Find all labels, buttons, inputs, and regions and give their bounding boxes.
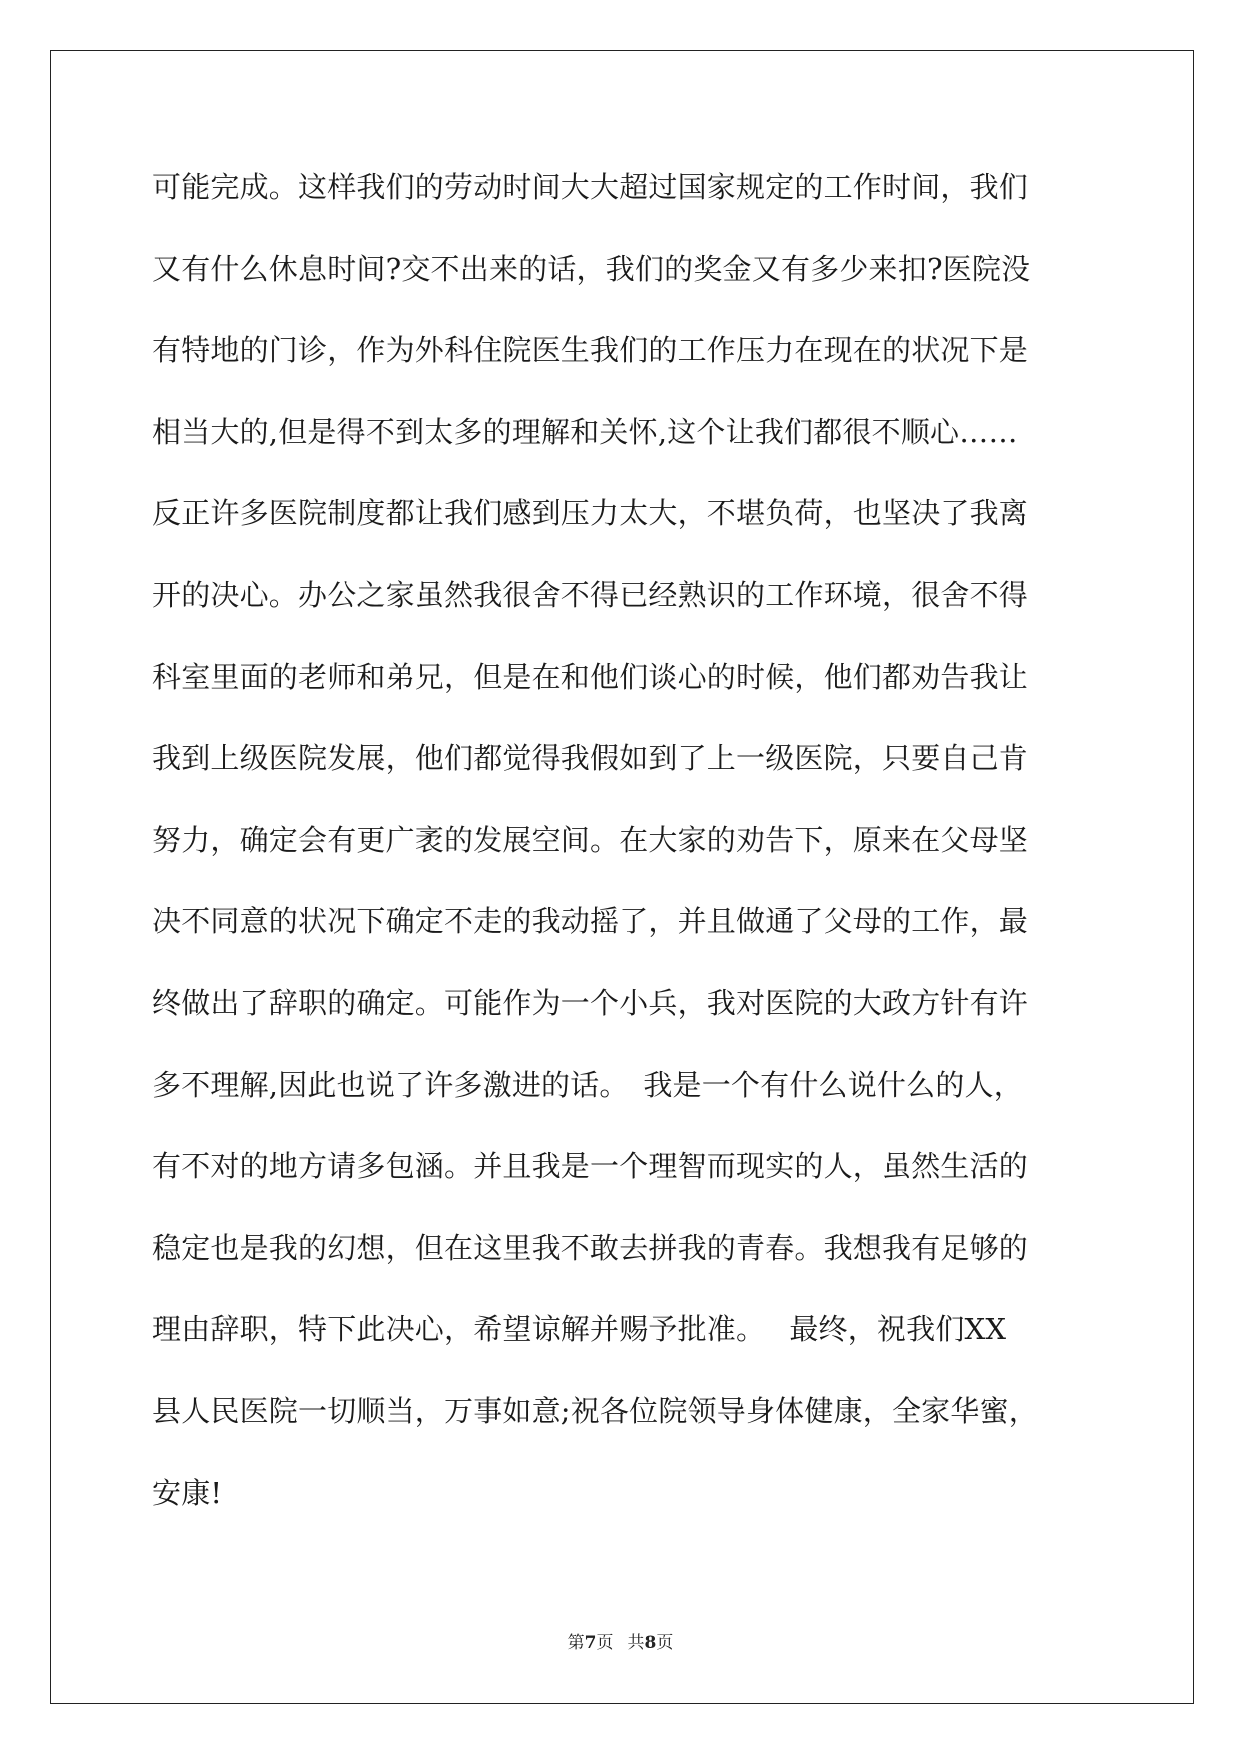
text-line: 有不对的地方请多包涵。并且我是一个理智而现实的人，虽然生活的: [152, 1149, 1029, 1184]
text-line: 可能完成。这样我们的劳动时间大大超过国家规定的工作时间，我们: [152, 170, 1029, 204]
text-line: 我到上级医院发展，他们都觉得我假如到了上一级医院，只要自己肯: [152, 741, 1029, 776]
page-footer: [0, 1632, 1241, 1654]
text-line: 科室里面的老师和弟兄，但是在和他们谈心的时候，他们都劝告我让: [152, 659, 1029, 694]
text-line: 努力，确定会有更广袤的发展空间。在大家的劝告下，原来在父母坚: [152, 822, 1029, 857]
text-line: 开的决心。办公之家虽然我很舍不得已经熟识的工作环境，很舍不得: [152, 577, 1029, 612]
page-number: 7: [584, 1633, 597, 1653]
text-line: 多不理解,因此也说了许多激进的话。 我是一个有什么说什么的人，: [152, 1067, 1023, 1102]
text-line: 终做出了辞职的确定。可能作为一个小兵，我对医院的大政方针有许: [152, 985, 1029, 1020]
total-prefix: 共: [627, 1633, 645, 1653]
text-line: 安康!: [152, 1475, 223, 1510]
text-line: 县人民医院一切顺当，万事如意;祝各位院领导身体健康，全家华蜜，: [152, 1393, 1038, 1428]
text-line: 决不同意的状况下确定不走的我动摇了，并且做通了父母的工作，最: [152, 904, 1029, 939]
body-text: [152, 168, 1112, 1555]
text-line: 有特地的门诊，作为外科住院医生我们的工作压力在现在的状况下是: [152, 333, 1029, 368]
page-total: 8: [644, 1633, 657, 1653]
text-line: 又有什么休息时间?交不出来的话，我们的奖金又有多少来扣?医院没: [152, 251, 1031, 286]
page-suffix: 页: [596, 1633, 614, 1653]
text-line: 理由辞职，特下此决心，希望谅解并赐予批准。 最终，祝我们XX: [152, 1312, 1007, 1347]
text-line: 相当大的,但是得不到太多的理解和关怀,这个让我们都很不顺心……: [152, 414, 1018, 449]
text-line: 稳定也是我的幻想，但在这里我不敢去拼我的青春。我想我有足够的: [152, 1230, 1029, 1265]
total-suffix: 页: [656, 1633, 674, 1653]
page-prefix: 第: [567, 1633, 585, 1653]
text-line: 反正许多医院制度都让我们感到压力太大，不堪负荷，也坚决了我离: [152, 496, 1029, 531]
